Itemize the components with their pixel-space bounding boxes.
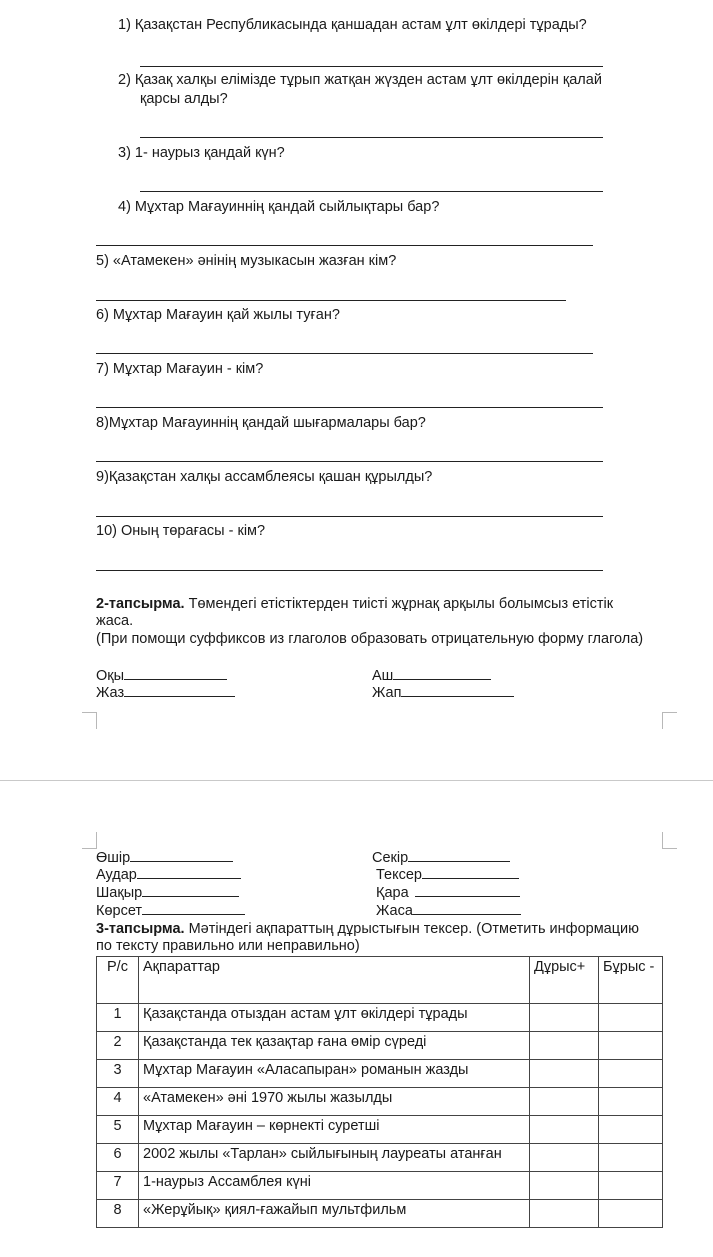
verb-blank[interactable] xyxy=(142,884,239,897)
true-cell[interactable] xyxy=(530,1088,599,1116)
page-corner-mark xyxy=(82,832,97,849)
table-row xyxy=(97,1060,663,1088)
verb-zhaz[interactable]: Жаз xyxy=(96,684,235,703)
false-cell[interactable] xyxy=(599,1004,663,1032)
row-number: 1 xyxy=(97,1004,139,1032)
row-number: 4 xyxy=(97,1088,139,1116)
verb-audar[interactable]: Аудар xyxy=(96,866,241,885)
verb-blank[interactable] xyxy=(401,684,514,697)
true-cell[interactable] xyxy=(530,1004,599,1032)
false-cell[interactable] xyxy=(599,1088,663,1116)
question-1: 1) Қазақстан Республикасында қаншадан астам ұлт өкілдері тұрады? xyxy=(118,17,587,33)
verb-shaqyr[interactable]: Шақыр xyxy=(96,884,239,903)
task3-label: 3-тапсырма. xyxy=(96,921,185,937)
true-cell[interactable] xyxy=(530,1144,599,1172)
row-statement: «Атамекен» әні 1970 жылы жазылды xyxy=(139,1088,530,1116)
true-cell[interactable] xyxy=(530,1172,599,1200)
verb-zhap[interactable]: Жап xyxy=(372,684,514,703)
row-statement: Мұхтар Мағауин – көрнекті суретші xyxy=(139,1116,530,1144)
false-cell[interactable] xyxy=(599,1032,663,1060)
question-4: 4) Мұхтар Мағауиннің қандай сыйлықтары бар? xyxy=(118,199,440,215)
false-cell[interactable] xyxy=(599,1060,663,1088)
true-cell[interactable] xyxy=(530,1200,599,1228)
verb-sekir[interactable]: Секір xyxy=(372,849,510,868)
verb-blank[interactable] xyxy=(408,849,510,862)
row-number: 5 xyxy=(97,1116,139,1144)
row-statement: 2002 жылы «Тарлан» сыйлығының лауреаты атанған xyxy=(139,1144,530,1172)
true-cell[interactable] xyxy=(530,1116,599,1144)
table-row xyxy=(97,1088,663,1116)
verb-oshir[interactable]: Өшір xyxy=(96,849,233,868)
task2-text-cont: жаса. xyxy=(96,613,134,629)
info-table xyxy=(96,956,663,1228)
question-8: 8)Мұхтар Мағауиннің қандай шығармалары бар? xyxy=(96,415,426,431)
row-statement: Мұхтар Мағауин «Аласапыран» романын жазды xyxy=(139,1060,530,1088)
page-corner-mark xyxy=(662,712,677,729)
row-statement: «Жерұйық» қиял-ғажайып мультфильм xyxy=(139,1200,530,1228)
answer-line-1[interactable] xyxy=(140,66,603,67)
task2-label: 2-тапсырма. xyxy=(96,596,185,612)
answer-line-3[interactable] xyxy=(140,191,603,192)
header-info: Ақпараттар xyxy=(139,957,530,1004)
row-statement: Қазақстанда отыздан астам ұлт өкілдері тұрады xyxy=(139,1004,530,1032)
page-corner-mark xyxy=(662,832,677,849)
table-row xyxy=(97,1004,663,1032)
verb-blank[interactable] xyxy=(130,849,233,862)
verb-ash[interactable]: Аш xyxy=(372,667,491,686)
answer-line-10[interactable] xyxy=(96,570,603,571)
question-10: 10) Оның төрағасы - кім? xyxy=(96,523,266,539)
answer-line-6[interactable] xyxy=(96,353,593,354)
verb-blank[interactable] xyxy=(415,884,520,897)
verb-zhasa[interactable]: Жаса xyxy=(376,902,521,921)
verb-qara[interactable]: Қара xyxy=(376,884,520,903)
answer-line-2[interactable] xyxy=(140,137,603,138)
task3-text: Мәтіндегі ақпараттың дұрыстығын тексер. (Отметить информацию xyxy=(184,921,640,937)
false-cell[interactable] xyxy=(599,1144,663,1172)
verb-blank[interactable] xyxy=(124,684,235,697)
verb-blank[interactable] xyxy=(124,667,227,680)
answer-line-4[interactable] xyxy=(96,245,593,246)
header-number: Р/с xyxy=(97,957,139,1004)
question-7: 7) Мұхтар Мағауин - кім? xyxy=(96,361,264,377)
answer-line-8[interactable] xyxy=(96,461,603,462)
answer-line-7[interactable] xyxy=(96,407,603,408)
page-corner-mark xyxy=(82,712,97,729)
row-number: 6 xyxy=(97,1144,139,1172)
table-row xyxy=(97,1032,663,1060)
true-cell[interactable] xyxy=(530,1032,599,1060)
verb-blank[interactable] xyxy=(137,866,241,879)
false-cell[interactable] xyxy=(599,1116,663,1144)
task2-heading xyxy=(96,595,613,614)
table-row xyxy=(97,1172,663,1200)
table-row xyxy=(97,1144,663,1172)
table-header-row xyxy=(97,957,663,1004)
question-2: 2) Қазақ халқы елімізде тұрып жатқан жүзден астам ұлт өкілдерін қалай xyxy=(118,72,602,88)
row-number: 3 xyxy=(97,1060,139,1088)
verb-blank[interactable] xyxy=(393,667,491,680)
header-true: Дұрыс+ xyxy=(530,957,599,1004)
verb-oqy[interactable]: Оқы xyxy=(96,667,227,686)
verb-tekser[interactable]: Тексер xyxy=(376,866,519,885)
answer-line-5[interactable] xyxy=(96,300,566,301)
verb-blank[interactable] xyxy=(422,866,519,879)
header-false: Бұрыс - xyxy=(599,957,663,1004)
false-cell[interactable] xyxy=(599,1172,663,1200)
table-row xyxy=(97,1116,663,1144)
row-number: 7 xyxy=(97,1172,139,1200)
question-2-cont: қарсы алды? xyxy=(140,91,228,107)
answer-line-9[interactable] xyxy=(96,516,603,517)
table-row xyxy=(97,1200,663,1228)
verb-blank[interactable] xyxy=(413,902,521,915)
true-cell[interactable] xyxy=(530,1060,599,1088)
false-cell[interactable] xyxy=(599,1200,663,1228)
question-3: 3) 1- наурыз қандай күн? xyxy=(118,145,285,161)
verb-blank[interactable] xyxy=(142,902,245,915)
question-9: 9)Қазақстан халқы ассамблеясы қашан құрылды? xyxy=(96,469,433,485)
row-statement: Қазақстанда тек қазақтар ғана өмір сүреді xyxy=(139,1032,530,1060)
task3-text-cont: по тексту правильно или неправильно) xyxy=(96,938,360,954)
row-number: 2 xyxy=(97,1032,139,1060)
page-break-divider xyxy=(0,780,713,781)
row-statement: 1-наурыз Ассамблея күні xyxy=(139,1172,530,1200)
task2-text: Төмендегі етістіктерден тиісті жұрнақ арқылы болымсыз етістік xyxy=(184,596,614,612)
verb-korset[interactable]: Көрсет xyxy=(96,902,245,921)
question-6: 6) Мұхтар Мағауин қай жылы туған? xyxy=(96,307,340,323)
row-number: 8 xyxy=(97,1200,139,1228)
task2-translation: (При помощи суффиксов из глаголов образовать отрицательную форму глагола) xyxy=(96,631,644,647)
question-5: 5) «Атамекен» әнінің музыкасын жазған кім? xyxy=(96,253,397,269)
